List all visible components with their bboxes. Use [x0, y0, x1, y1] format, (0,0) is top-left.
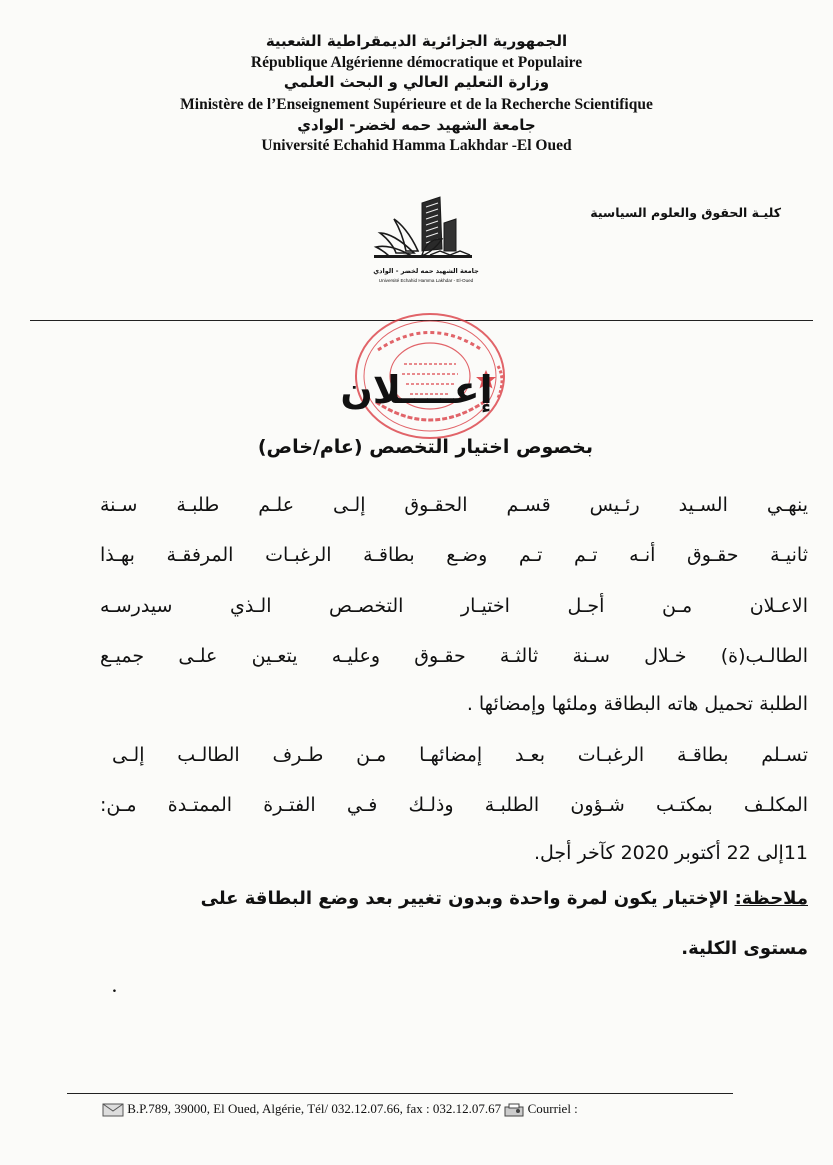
logo-caption-fr: Université Echahid Hamma Lakhdar - El-Oued [378, 278, 474, 283]
ministry-fr: Ministère de l’Enseignement Supérieure et de la Recherche Scientifique [180, 96, 653, 113]
fax-icon [504, 1103, 524, 1117]
note-label: ملاحظة: [734, 888, 808, 909]
paragraph-2-line-2: المكلـف بمكتـب شـؤون الطلبـة وذلـك فـي الفتـرة الممتـدة مـن: [100, 794, 808, 816]
republic-ar: الجمهورية الجزائرية الديمقراطية الشعبية [265, 32, 568, 50]
university-ar: جامعة الشهيد حمه لخضر- الوادي [297, 116, 536, 134]
paragraph-1-line-1: ينهـي السـيد رئـيس قسـم الحقـوق إلـى علـم طلبـة سـنة [100, 494, 808, 516]
logo-caption-ar: جامعة الشهيد حمه لخضر - الوادي [373, 267, 479, 275]
university-logo [370, 193, 482, 289]
note-text-1: الإختيار يكون لمرة واحدة وبدون تغيير بعد وضع البطاقة على [200, 888, 735, 909]
paragraph-1-line-4: الطالـب(ة) خـلال سـنة ثالثـة حقـوق وعليـه يتعـين علـى جميـع [100, 645, 808, 667]
note-line-1 [110, 888, 808, 909]
university-fr: Université Echahid Hamma Lakhdar -El Oued [261, 137, 572, 154]
faculty-name: كليـة الحقوق والعلوم السياسية [590, 205, 781, 220]
paragraph-1-line-5: الطلبة تحميل هاته البطاقة وملئها وإمضائها . [466, 693, 808, 715]
envelope-icon [102, 1103, 124, 1117]
paragraph-1-line-2: ثانيـة حقـوق أنـه تـم تـم وضـع بطاقـة الرغبـات المرفقـة بهـذا [100, 544, 808, 566]
stray-dot: . [112, 980, 117, 996]
paragraph-1-line-3: الاعـلان مـن أجـل اختيـار التخصـص الـذي سيدرسـه [100, 595, 808, 617]
note-line-2: مستوى الكلية. [681, 938, 808, 959]
republic-fr: République Algérienne démocratique et Populaire [250, 54, 583, 71]
footer-contact [102, 1101, 578, 1117]
paragraph-2-line-1: تسـلم بطاقـة الرغبـات بعـد إمضائهـا مـن طـرف الطالـب إلـى [112, 744, 808, 766]
paragraph-2-line-3: 11إلى 22 أكتوبر 2020 كآخر أجل. [533, 842, 808, 864]
announcement-subject: بخصوص اختيار التخصص (عام/خاص) [257, 436, 593, 458]
footer-courriel: Courriel : [524, 1101, 578, 1116]
announcement-title: إعــــلان [340, 368, 493, 412]
ministry-ar: وزارة التعليم العالي و البحث العلمي [283, 73, 550, 91]
footer-address: B.P.789, 39000, El Oued, Algérie, Tél/ 032.12.07.66, fax : 032.12.07.67 [124, 1101, 505, 1116]
footer-divider [67, 1093, 733, 1094]
